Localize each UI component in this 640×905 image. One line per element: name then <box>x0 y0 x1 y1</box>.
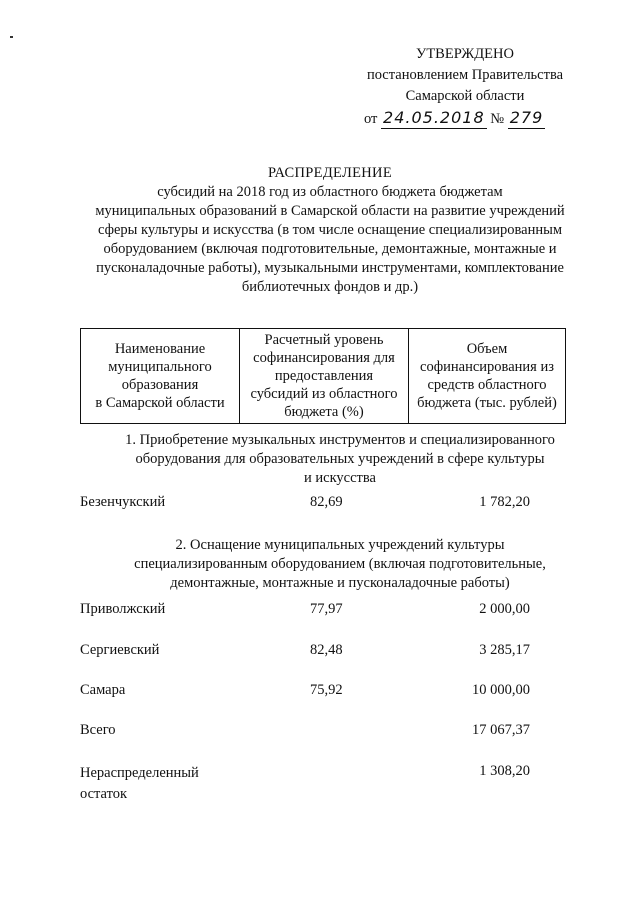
section-heading-line: 2. Оснащение муниципальных учреждений культуры <box>175 537 505 553</box>
section-heading-line: 1. Приобретение музыкальных инструментов и специализированного <box>125 432 555 448</box>
header-text: софинансирования из <box>420 359 554 375</box>
header-text: софинансирования для <box>253 350 395 366</box>
document-title <box>70 164 590 297</box>
remainder-label-line: Нераспределенный <box>80 765 199 781</box>
handwritten-date: 24.05.2018 <box>383 108 485 127</box>
total-label: Всего <box>80 722 116 738</box>
section-2-heading <box>80 536 600 593</box>
municipality-name: Сергиевский <box>80 642 160 658</box>
cofinancing-amount: 1 782,20 <box>479 494 530 510</box>
approval-block <box>350 44 580 130</box>
title-line: муниципальных образований в Самарской области на развитие учреждений <box>95 203 565 219</box>
cofinancing-percent: 82,48 <box>310 642 343 658</box>
cofinancing-amount: 10 000,00 <box>472 682 530 698</box>
header-municipality <box>81 329 240 424</box>
header-text: бюджета (тыс. рублей) <box>417 395 557 411</box>
section-1-heading <box>80 431 600 488</box>
title-line: сферы культуры и искусства (в том числе оснащение специализированным <box>97 222 563 238</box>
approval-heading: УТВЕРЖДЕНО <box>416 46 514 62</box>
title-line: оборудованием (включая подготовительные, демонтажные, монтажные и <box>103 241 557 257</box>
section-heading-line: специализированным оборудованием (включая подготовительные, <box>134 556 546 572</box>
header-text: в Самарской области <box>95 395 225 411</box>
date-prefix: от <box>364 111 378 127</box>
cofinancing-percent: 75,92 <box>310 682 343 698</box>
title-line: субсидий на 2018 год из областного бюджета бюджетам <box>157 184 503 200</box>
header-cofinancing-volume <box>409 329 566 424</box>
header-text: бюджета (%) <box>284 404 364 420</box>
municipality-name: Самара <box>80 682 126 698</box>
municipality-name: Приволжский <box>80 601 166 617</box>
header-text: Объем <box>466 341 508 357</box>
header-text: субсидий из областного <box>250 386 398 402</box>
header-cofinancing-level <box>240 329 409 424</box>
approval-date-line <box>364 107 580 130</box>
cofinancing-amount: 3 285,17 <box>479 642 530 658</box>
title-line: пусконаладочные работы), музыкальными инструментами, комплектование <box>96 260 564 276</box>
cofinancing-amount: 2 000,00 <box>479 601 530 617</box>
section-heading-line: демонтажные, монтажные и пусконаладочные работы) <box>170 575 510 591</box>
header-text: средств областного <box>427 377 547 393</box>
scan-mark <box>10 36 13 38</box>
municipality-name: Безенчукский <box>80 494 166 510</box>
title-heading: РАСПРЕДЕЛЕНИЕ <box>268 165 392 181</box>
column-header-table <box>80 328 566 424</box>
remainder-label-line: остаток <box>80 786 128 802</box>
header-text: Наименование <box>114 341 206 357</box>
remainder-label <box>80 763 199 805</box>
handwritten-number: 279 <box>509 108 544 127</box>
approval-region-line: Самарской области <box>405 88 525 104</box>
total-amount: 17 067,37 <box>472 722 530 738</box>
title-line: библиотечных фондов и др.) <box>241 279 419 295</box>
cofinancing-percent: 82,69 <box>310 494 343 510</box>
header-text: Расчетный уровень <box>264 332 384 348</box>
cofinancing-percent: 77,97 <box>310 601 343 617</box>
header-text: муниципального <box>108 359 212 375</box>
number-prefix: № <box>490 111 505 127</box>
approval-decree-line: постановлением Правительства <box>366 67 564 83</box>
header-text: образования <box>121 377 199 393</box>
header-text: предоставления <box>274 368 374 384</box>
remainder-amount: 1 308,20 <box>479 763 530 779</box>
section-heading-line: оборудования для образовательных учреждений в сфере культуры <box>135 451 545 467</box>
section-heading-line: и искусства <box>304 470 376 486</box>
